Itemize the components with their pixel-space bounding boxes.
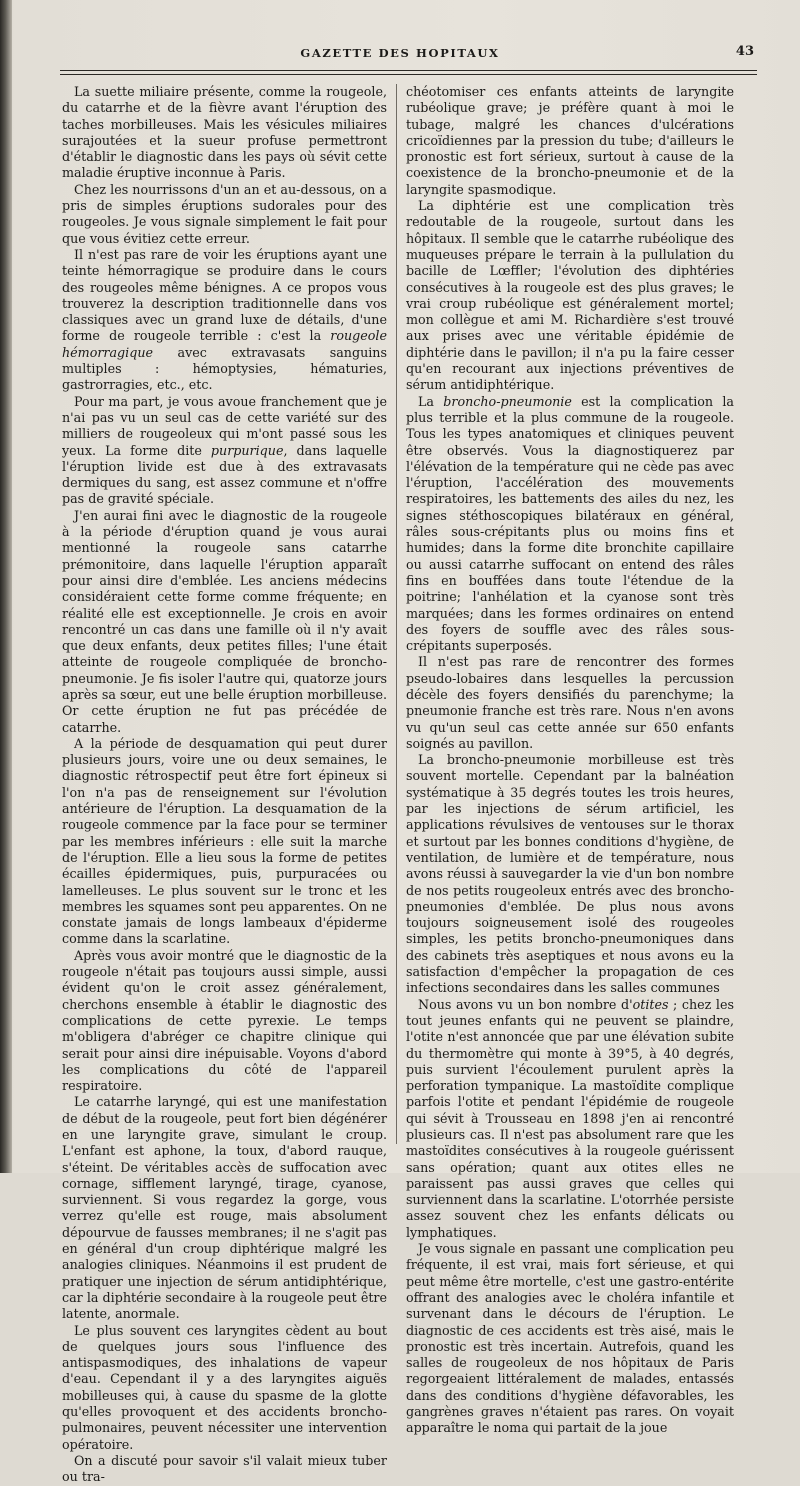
running-title: GAZETTE DES HOPITAUX xyxy=(300,46,500,60)
paragraph: chéotomiser ces enfants atteints de laryngite rubéolique grave; je préfère quant à moi le tubage, malgré les chances d'ulcérations cricoïdiennes par la pression du tube; d'ailleurs le pronostic est fort sérieux, surtout à cause de la coexistence de la broncho-pneumonie et de la laryngite spasmodique. xyxy=(406,84,734,197)
paragraph xyxy=(406,997,734,1241)
paragraph xyxy=(406,394,734,655)
right-text-column xyxy=(406,84,734,1436)
italic-term: otites xyxy=(632,996,669,1012)
paragraph: A la période de desquamation qui peut durer plusieurs jours, voire une ou deux semaines, le diagnostic rétrospectif peut être fort épineux si l'on n'a pas de renseignement sur l'évolution antérieure de l'éruption. La desquamation de la rougeole commence par la face pour se terminer par les membres inférieurs : elle suit la marche de l'éruption. Elle a lieu sous la forme de petites écailles épidermiques, puis, purpuracées ou lamelleuses. Le plus souvent sur le tronc et les membres les squames sont peu apparentes. On ne constate jamais de longs lambeaux d'épiderme comme dans la scarlatine. xyxy=(62,735,387,947)
paragraph-text: ; chez les tout jeunes enfants qui ne peuvent se plaindre, l'otite n'est annoncée que par une élévation subite du thermomètre qui monte à 39°5, à 40 degrés, puis survient l'écoulement purulent après la perforation tympanique. La mastoïdite complique parfois l'otite et pendant l'épidémie de rougeole qui sévit à Trousseau en 1898 j'en ai rencontré plusieurs cas. Il n'est pas absolument rare que les mastoïdites consécutives à la rougeole guérissent sans opération; quant aux otites elles ne paraissent pas aussi graves que celles qui surviennent dans la scarlatine. L'otorrhée persiste assez souvent chez les enfants délicats ou lymphatiques. xyxy=(406,996,734,1240)
paragraph: La suette miliaire présente, comme la rougeole, du catarrhe et de la fièvre avant l'éruption des taches morbilleuses. Mais les vésicules miliaires surajoutées et la sueur profuse permettront d'établir le diagnostic dans les pays où sévit cette maladie éruptive inconnue à Paris. xyxy=(62,84,387,181)
paragraph: Chez les nourrissons d'un an et au-dessous, on a pris de simples éruptions sudorales pour des rougeoles. Je vous signale simplement le fait pour que vous évitiez cette erreur. xyxy=(62,181,387,246)
paragraph: La diphtérie est une complication très redoutable de la rougeole, surtout dans les hôpitaux. Il semble que le catarrhe rubéolique des muqueuses prépare le terrain à la pullulation du bacille de Lœffler; l'évolution des diphtéries consécutives à la rougeole est des plus graves; le vrai croup rubéolique est généralement mortel; mon collègue et ami M. Richardière s'est trouvé aux prises avec une véritable épidémie de diphtérie dans le pavillon; il n'a pu la faire cesser qu'en recourant aux injections préventives de sérum antidiphtérique. xyxy=(406,198,734,393)
left-text-column xyxy=(62,84,388,1485)
paragraph: Le plus souvent ces laryngites cèdent au bout de quelques jours sous l'influence des antispasmodiques, des inhalations de vapeur d'eau. Cependant il y a des laryngites aiguës mobilleuses qui, à cause du spasme de la glotte qu'elles provoquent et des accidents broncho-pulmonaires, peuvent nécessiter une intervention opératoire. xyxy=(62,1322,387,1452)
paragraph: La broncho-pneumonie morbilleuse est très souvent mortelle. Cependant par la balnéation systématique à 35 degrés toutes les trois heures, par les injections de sérum artificiel, les applications révulsives de ventouses sur le thorax et surtout par les bonnes conditions d'hygiène, de ventilation, de lumière et de température, nous avons réussi à sauvegarder la vie d'un bon nombre de nos petits rougeoleux entrés avec des broncho-pneumonies d'emblée. De plus nous avons toujours soigneusement isolé des rougeoles simples, les petits broncho-pneumoniques dans des cabinets très aseptiques et nous avons eu la satisfaction d'empêcher la propagation de ces infections secondaires dans les salles communes xyxy=(406,752,734,996)
page-header xyxy=(40,42,760,68)
paragraph-text: est la complication la plus terrible et la plus commune de la rougeole. Tous les types anatomiques et cliniques peuvent être observés. Vous la diagnostiquerez par l'élévation de la température qui ne cède pas avec l'éruption, l'accélération des mouvements respiratoires, les battements des ailes du nez, les signes stéthoscopiques bilatéraux en général, râles sous-crépitants plus ou moins fins et humides; dans la forme dite bronchite capillaire ou aussi catarrhe suffocant on entend des râles fins en bouffées dans toute l'étendue de la poitrine; l'anhélation et la cyanose sont très marquées; dans les formes ordinaires on entend des foyers de souffle avec des râles sous-crépitants superposés. xyxy=(406,393,734,654)
italic-term: broncho-pneumonie xyxy=(443,393,572,409)
paragraph-text: Il n'est pas rare de voir les éruptions ayant une teinte hémorragique se produire dans le cours des rougeoles même bénignes. A ce propos vous trouverez la description traditionnelle dans vos classiques avec un grand luxe de détails, d'une forme de rougeole terrible : c'est la xyxy=(62,246,387,344)
paragraph: Je vous signale en passant une complication peu fréquente, il est vrai, mais fort sérieuse, et qui peut même être mortelle, c'est une gastro-entérite offrant des analogies avec le choléra infantile et survenant dans le décours de l'éruption. Le diagnostic de ces accidents est très aisé, mais le pronostic est très incertain. Autrefois, quand les salles de rougeoleux de nos hôpitaux de Paris regorgeaient littéralement de malades, entassés dans des conditions d'hygiène défavorables, les gangrènes graves n'étaient pas rares. On voyait apparaître le noma qui partait de la joue xyxy=(406,1241,734,1436)
paragraph xyxy=(62,247,387,394)
page-number: 43 xyxy=(735,44,754,59)
column-divider xyxy=(396,84,397,1144)
paragraph: On a discuté pour savoir s'il valait mieux tuber ou tra- xyxy=(62,1452,387,1485)
paragraph-text: La xyxy=(418,393,444,409)
paragraph-text: Pour ma part, je vous avoue franchement que je n'ai pas vu un seul cas de cette variété sur des milliers de rougeoleux qui m'ont passé sous les yeux. La forme dite xyxy=(62,393,387,458)
paragraph: Après vous avoir montré que le diagnostic de la rougeole n'était pas toujours aussi simple, aussi évident qu'on le croit assez généralement, cherchons ensemble à établir le diagnostic des complications de cette pyrexie. Le temps m'obligera d'abréger ce chapitre clinique qui serait pour ainsi dire inépuisable. Voyons d'abord les complications du côté de l'appareil respiratoire. xyxy=(62,947,387,1094)
italic-term: purpurique xyxy=(210,442,284,458)
italic-term: rougeole hémorragique xyxy=(62,328,387,360)
paragraph-text: , dans laquelle l'éruption livide est due à des extravasats dermiques du sang, est assez commune et n'offre pas de gravité spéciale. xyxy=(62,442,388,507)
paragraph: Il n'est pas rare de rencontrer des formes pseudo-lobaires dans lesquelles la percussion décèle des foyers densifiés du parenchyme; la pneumonie franche est très rare. Nous n'en avons vu qu'un seul cas cette année sur 650 enfants soignés au pavillon. xyxy=(406,654,734,751)
paragraph xyxy=(62,394,387,508)
paragraph-text: Nous avons vu un bon nombre d' xyxy=(418,996,633,1012)
paragraph: J'en aurai fini avec le diagnostic de la rougeole à la période d'éruption quand je vous aurai mentionné la rougeole sans catarrhe prémonitoire, dans laquelle l'éruption apparaît pour ainsi dire d'emblée. Les anciens médecins considéraient cette forme comme fréquente; en réalité elle est exceptionnelle. Je crois en avoir rencontré un cas dans une famille où il n'y avait que deux enfants, deux petites filles; l'une était atteinte de rougeole compliquée de broncho-pneumonie. Je fis isoler l'autre qui, quatorze jours après sa sœur, eut une belle éruption morbilleuse. Or cette éruption ne fut pas précédée de catarrhe. xyxy=(62,507,387,735)
paragraph-text: avec extravasats sanguins multiples : hémoptysies, hématuries, gastrorragies, etc., etc. xyxy=(62,344,387,393)
header-rule xyxy=(60,70,757,75)
page-binding-edge xyxy=(0,0,12,1173)
paragraph: Le catarrhe laryngé, qui est une manifestation de début de la rougeole, peut fort bien dégénérer en une laryngite grave, simulant le croup. L'enfant est aphone, la toux, d'abord rauque, s'éteint. De véritables accès de suffocation avec cornage, sifflement laryngé, tirage, cyanose, surviennent. Si vous regardez la gorge, vous verrez qu'elle est rouge, mais absolument dépourvue de fausses membranes; il ne s'agit pas en général d'un croup diphtérique malgré les analogies cliniques. Néanmoins il est prudent de pratiquer une injection de sérum antidiphtérique, car la diphtérie secondaire à la rougeole peut être latente, anormale. xyxy=(62,1094,387,1322)
